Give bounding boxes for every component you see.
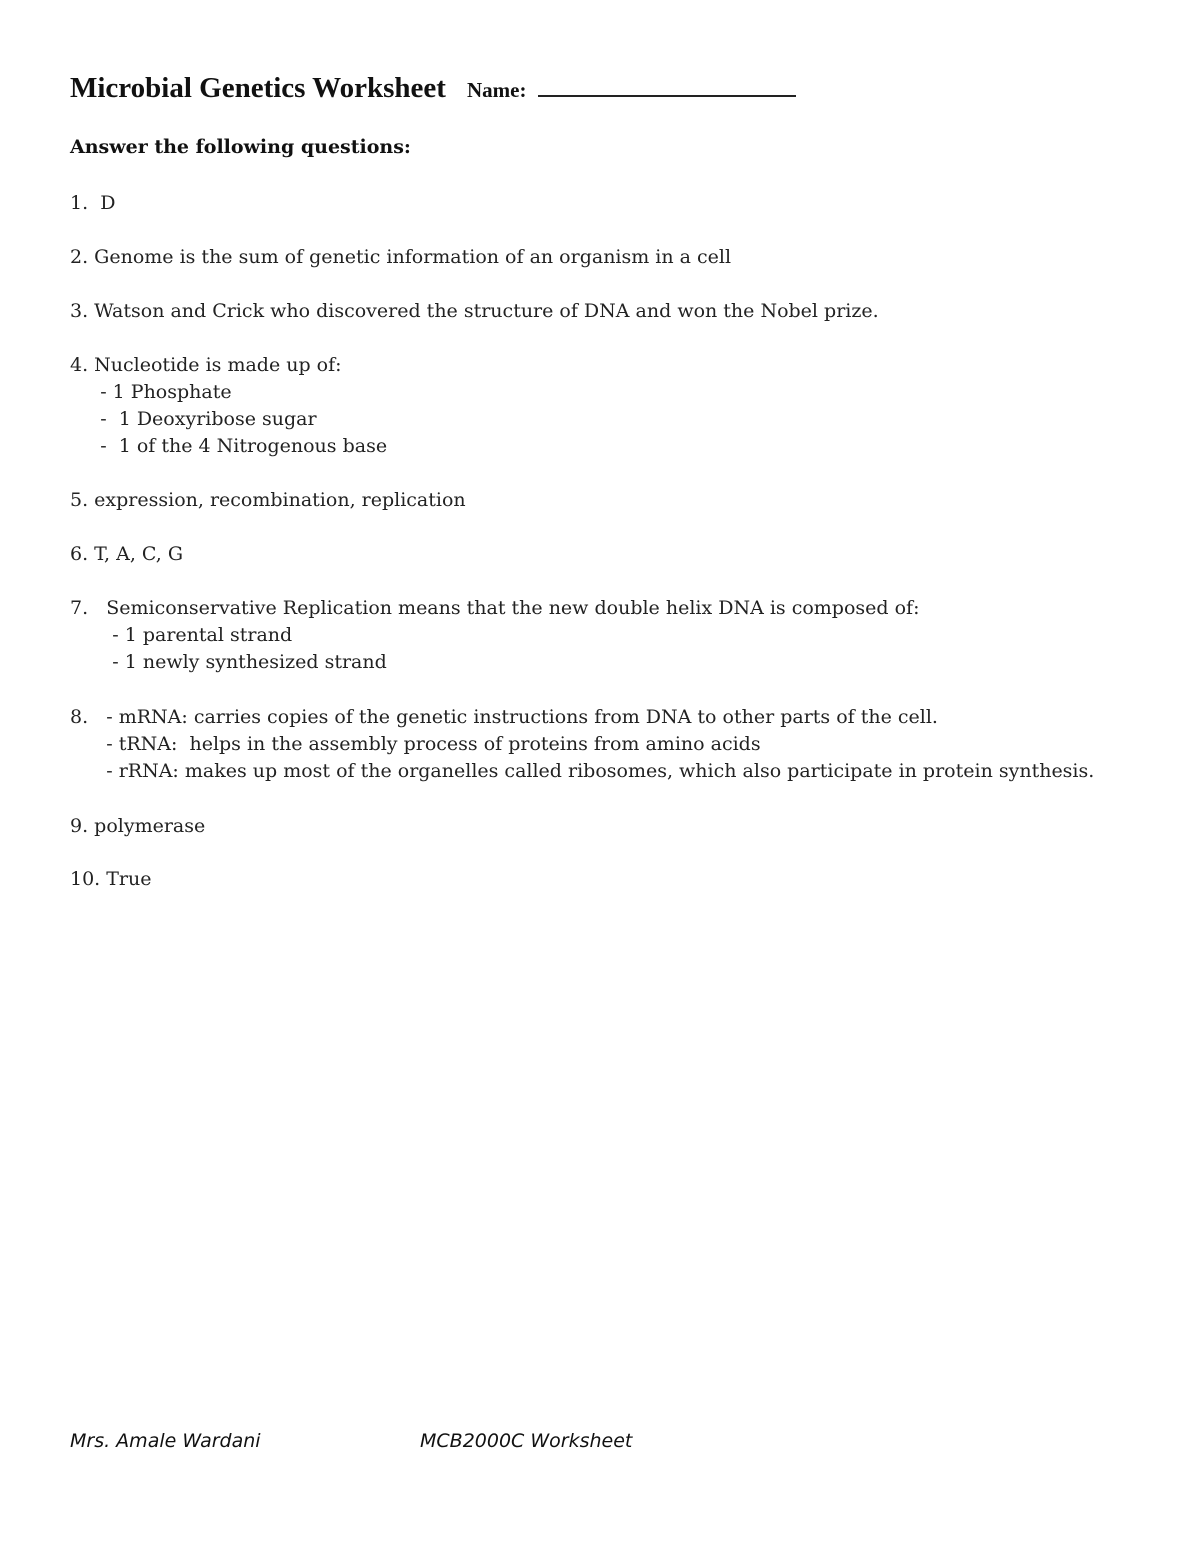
answer-subline: - 1 Deoxyribose sugar	[70, 408, 317, 430]
answer-subline: - rRNA: makes up most of the organelles called ribosomes, which also participate in protein synthesis.	[70, 760, 1095, 782]
answer-7	[70, 595, 919, 676]
answer-subline: - 1 Phosphate	[70, 381, 232, 403]
footer-author: Mrs. Amale Wardani	[70, 1430, 261, 1452]
answer-1	[70, 190, 115, 217]
title-row	[70, 72, 796, 105]
answer-4	[70, 352, 387, 460]
answer-2	[70, 244, 731, 271]
answer-5	[70, 487, 466, 514]
footer-course: MCB2000C Worksheet	[420, 1430, 633, 1452]
answer-8	[70, 704, 1094, 785]
answer-subline: - 1 parental strand	[70, 624, 293, 646]
answer-line: 5. expression, recombination, replication	[70, 489, 466, 511]
answer-subline: - 1 of the 4 Nitrogenous base	[70, 435, 388, 457]
answer-line: 3. Watson and Crick who discovered the structure of DNA and won the Nobel prize.	[70, 300, 879, 322]
answer-line: 10. True	[70, 868, 152, 890]
answer-subline: - tRNA: helps in the assembly process of proteins from amino acids	[70, 733, 761, 755]
name-field-line[interactable]	[538, 77, 796, 97]
answer-line: 6. T, A, C, G	[70, 543, 184, 565]
answer-10	[70, 866, 152, 893]
page-title: Microbial Genetics Worksheet	[70, 72, 446, 104]
answer-line: 8. - mRNA: carries copies of the genetic instructions from DNA to other parts of the cell.	[70, 706, 938, 728]
answer-3	[70, 298, 879, 325]
answer-line: 1. D	[70, 192, 116, 214]
answer-6	[70, 541, 183, 568]
name-label: Name:	[466, 78, 527, 102]
answer-line: 7. Semiconservative Replication means that the new double helix DNA is composed of:	[70, 597, 920, 619]
instruction-heading: Answer the following questions:	[70, 136, 411, 158]
answer-line: 4. Nucleotide is made up of:	[70, 354, 342, 376]
answer-line: 2. Genome is the sum of genetic information of an organism in a cell	[70, 246, 732, 268]
answer-9	[70, 813, 205, 840]
answer-line: 9. polymerase	[70, 815, 206, 837]
answer-subline: - 1 newly synthesized strand	[70, 651, 387, 673]
